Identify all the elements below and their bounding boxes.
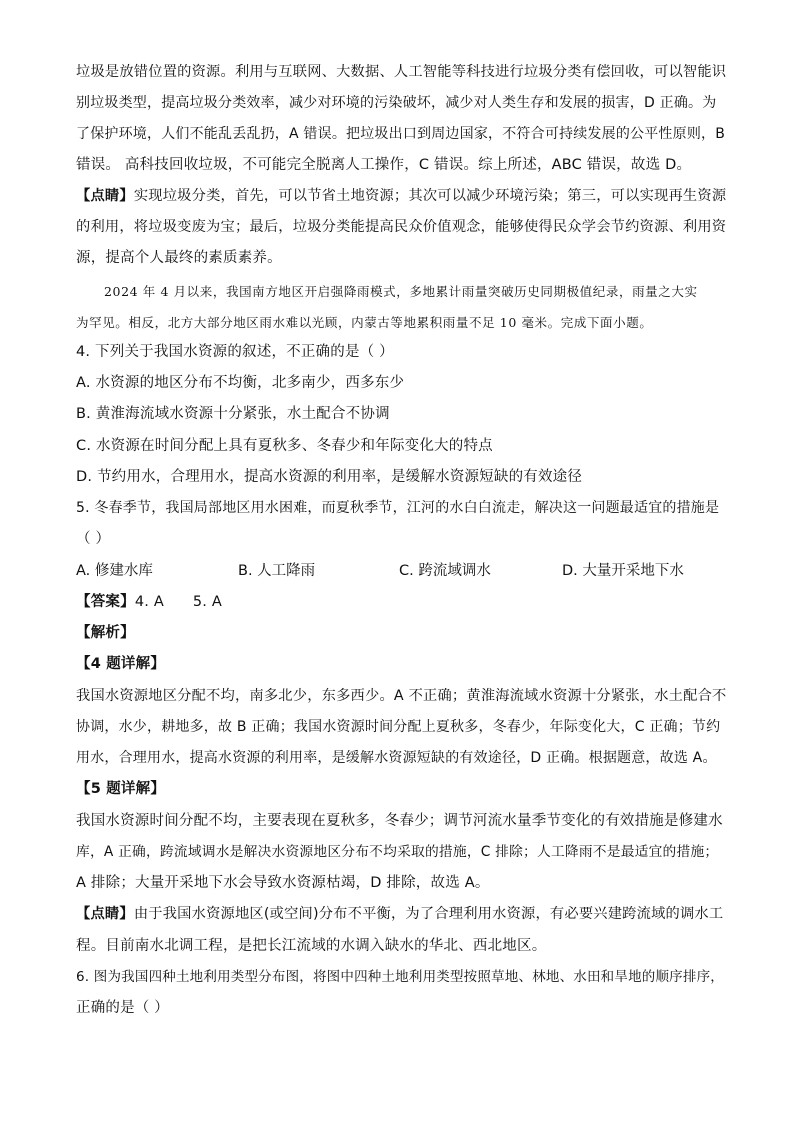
question-4-option-d: D. 节约用水，合理用水，提高水资源的利用率，是缓解水资源短缺的有效途径 bbox=[76, 469, 583, 485]
question-5-stem: 5. 冬春季节，我国局部地区用水困难，而夏秋季节，江河的水白白流走，解决这一问题最适宜的措施是 bbox=[76, 500, 720, 516]
point-tag: 【点睛】 bbox=[76, 188, 134, 204]
question-4-option-a: A. 水资源的地区分布不均衡，北多南少，西多东少 bbox=[76, 375, 405, 391]
text-line: 用水，合理用水，提高水资源的利用率，是缓解水资源短缺的有效途径，D 正确。根据题意，故选 A。 bbox=[76, 750, 717, 766]
text-line: 了保护环境，人们不能乱丢乱扔，A 错误。把垃圾出口到周边国家，不符合可持续发展的公平性原则，B bbox=[76, 126, 726, 142]
question-5-option-a: A. 修建水库 bbox=[76, 563, 153, 579]
text-line: 我国水资源地区分配不均，南多北少，东多西少。A 不正确；黄淮海流域水资源十分紧张，水土配合不 bbox=[76, 688, 727, 704]
text-line: 协调，水少，耕地多，故 B 正确；我国水资源时间分配上夏秋多，冬春少，年际变化大，C 正确；节约 bbox=[76, 719, 721, 735]
question-5-option-d: D. 大量开采地下水 bbox=[562, 563, 684, 579]
answer-line bbox=[76, 592, 726, 612]
text-line: 垃圾是放错位置的资源。利用与互联网、大数据、人工智能等科技进行垃圾分类有偿回收，可以智能识 bbox=[76, 64, 727, 80]
point-text: 实现垃圾分类，首先，可以节省土地资源；其次可以减少环境污染；第三，可以实现再生资源 bbox=[133, 188, 727, 204]
text-line: 别垃圾类型，提高垃圾分类效率，减少对环境的污染破坏，减少对人类生存和发展的损害，D 正确。为 bbox=[76, 95, 717, 111]
answer-text: 4. A 5. A bbox=[134, 594, 222, 610]
point-line bbox=[76, 904, 726, 924]
text-line: 我国水资源时间分配不均，主要表现在夏秋多，冬春少；调节河流水量季节变化的有效措施是修建水 bbox=[76, 813, 723, 829]
text-line: 程。目前南水北调工程，是把长江流域的水调入缺水的华北、西北地区。 bbox=[76, 938, 547, 954]
question-5-stem-blank: （ ） bbox=[76, 531, 111, 547]
question-6-stem-blank: 正确的是（ ） bbox=[76, 1000, 170, 1016]
answer-tag: 【答案】 bbox=[76, 594, 135, 610]
text-line: 错误。 高科技回收垃圾，不可能完全脱离人工操作，C 错误。综上所述，ABC 错误，故选 D。 bbox=[76, 157, 692, 173]
detail-4-heading: 【4 题详解】 bbox=[76, 656, 166, 672]
point-tag: 【点睛】 bbox=[76, 906, 134, 922]
text-line: 的利用，将垃圾变废为宝；最后，垃圾分类能提高民众价值观念，能够使得民众学会节约资源、利用资 bbox=[76, 219, 727, 235]
material-line: 为罕见。相反，北方大部分地区雨水难以光顾，内蒙古等地累积雨量不足 10 毫米。完成下面小题。 bbox=[76, 315, 653, 330]
question-5-option-b: B. 人工降雨 bbox=[238, 563, 316, 579]
question-4-stem: 4. 下列关于我国水资源的叙述，不正确的是（ ） bbox=[76, 344, 394, 360]
question-5-option-c: C. 跨流域调水 bbox=[399, 563, 491, 579]
question-6-stem: 6. 图为我国四种土地利用类型分布图，将图中四种土地利用类型按照草地、林地、水田和旱地的顺序排序， bbox=[76, 969, 724, 985]
analysis-heading: 【解析】 bbox=[76, 625, 135, 641]
point-text: 由于我国水资源地区(或空间)分布不平衡，为了合理利用水资源，有必要兴建跨流域的调水工 bbox=[133, 906, 724, 922]
text-line: A 排除；大量开采地下水会导致水资源枯竭，D 排除，故选 A。 bbox=[76, 875, 490, 891]
material-line: 2024 年 4 月以来，我国南方地区开启强降雨模式，多地累计雨量突破历史同期极值纪录，雨量之大实 bbox=[104, 284, 698, 299]
text-line: 库，A 正确，跨流域调水是解决水资源地区分布不均采取的措施，C 排除；人工降雨不是最适宜的措施； bbox=[76, 844, 719, 860]
text-line: 源，提高个人最终的素质素养。 bbox=[76, 250, 282, 266]
question-4-option-c: C. 水资源在时间分配上具有夏秋多、冬春少和年际变化大的特点 bbox=[76, 438, 493, 454]
question-5-options bbox=[76, 561, 726, 581]
detail-5-heading: 【5 题详解】 bbox=[76, 781, 166, 797]
question-4-option-b: B. 黄淮海流域水资源十分紧张，水土配合不协调 bbox=[76, 406, 390, 422]
point-line bbox=[76, 186, 726, 206]
